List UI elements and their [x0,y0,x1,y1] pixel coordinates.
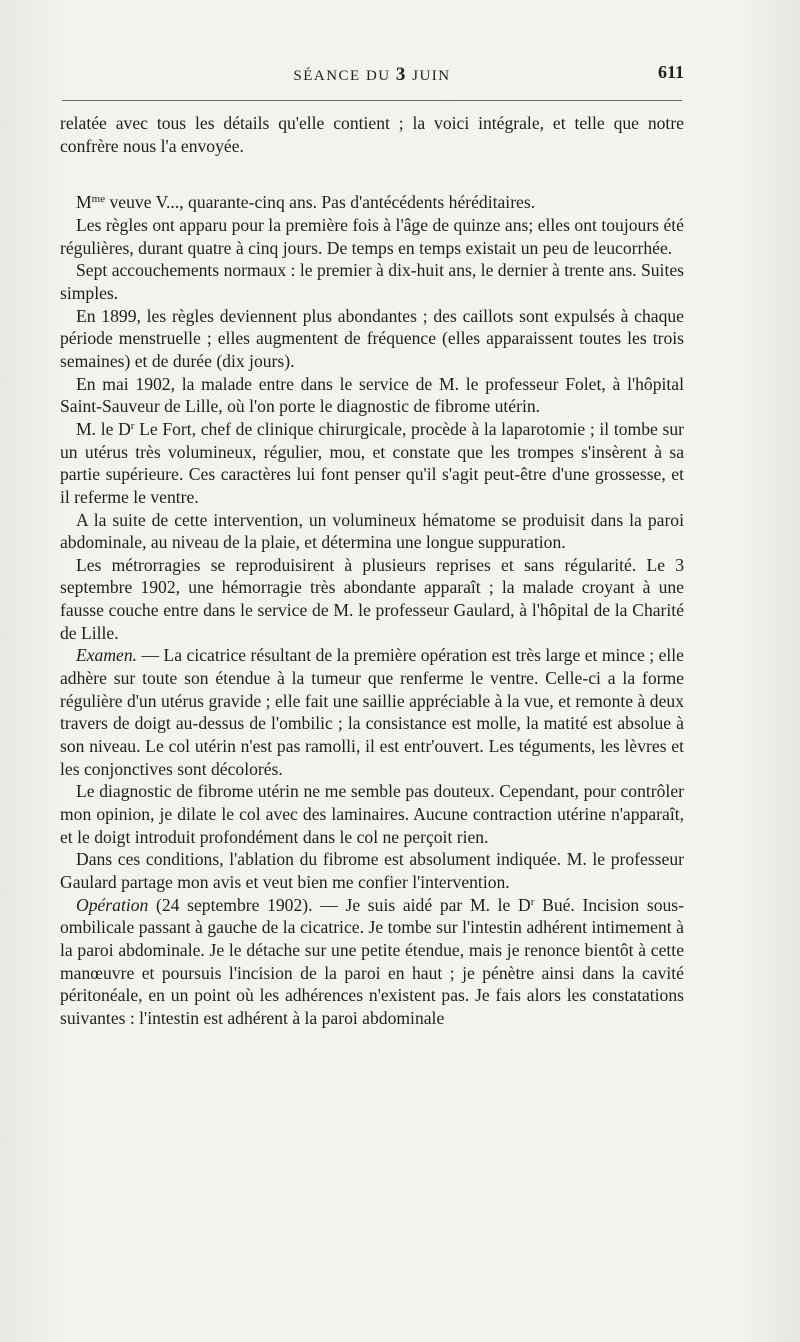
operation-after: Bué. Incision sous-ombilicale passant à gauche de la cicatrice. Je tombe sur l'intestin adhérent intimement à la paroi abdominale. Je le détache sur une petite étendue, mais je renonce bientôt à cette manœuvre et poursuis l'incision de la paroi en haut ; je pénètre ainsi dans la cavité péritonéale, en un point où les adhérences n'existent pas. Je fais alors les constatations suivantes : l'intestin est adhérent à la paroi abdominale [60,894,685,1028]
paragraph-patient [60,191,684,214]
le-fort-after: Le Fort, chef de clinique chirurgicale, procède à la laparotomie ; il tombe sur un utérus très volumineux, régulier, mou, et constate que les trompes s'insèrent à sa partie supérieure. Ces caractères lui font penser qu'il s'agit peut-être d'une grossesse, et il referme le ventre. [60,418,684,507]
operation-before: (24 septembre 1902). — Je suis aidé par M. le D [148,894,531,915]
paragraph-operation [60,894,684,1030]
paragraph-accouchements: Sept accouchements normaux : le premier à dix-huit ans, le dernier à trente ans. Suites simples. [60,260,684,303]
paragraph-1899: En 1899, les règles deviennent plus abondantes ; des caillots sont expulsés à chaque période menstruelle ; elles augmentent de fréquence (elles apparaissent toutes les trois semaines) et de durée (dix jours). [60,305,684,371]
running-head [60,60,684,90]
patient-title-sup: me [91,193,106,206]
paragraph-examen [60,644,684,780]
examen-label: Examen. [76,645,138,666]
running-title-prefix: SÉANCE DU [293,68,396,84]
running-title-month: JUIN [406,68,451,84]
body-text [60,112,684,1030]
paragraph-mai-1902: En mai 1902, la malade entre dans le service de M. le professeur Folet, à l'hôpital Saint-Sauveur de Lille, où l'on porte le diagnostic de fibrome utérin. [60,373,684,417]
paragraph-diagnostic: Le diagnostic de fibrome utérin ne me semble pas douteux. Cependant, pour contrôler mon opinion, je dilate le col avec des laminaires. Aucune contraction utérine n'apparaît, et le doigt introduit profondément dans le col ne perçoit rien. [60,781,684,847]
le-fort-sup: r [130,419,135,432]
running-title [60,64,684,86]
patient-title: M [76,192,92,213]
paragraph-le-fort [60,418,684,509]
patient-text: veuve V..., quarante-cinq ans. Pas d'antécédents héréditaires. [105,192,536,213]
le-fort-before: M. le D [76,418,131,439]
operation-label: Opération [76,894,149,915]
running-title-day: 3 [395,64,407,85]
paragraph-hematome: A la suite de cette intervention, un volumineux hématome se produisit dans la paroi abdominale, au niveau de la plaie, et détermina une longue suppuration. [60,509,684,553]
page-number: 611 [657,62,684,82]
paragraph-regles: Les règles ont apparu pour la première fois à l'âge de quinze ans; elles ont toujours été régulières, durant quatre à cinq jours. De temps en temps existait un peu de leucorrhée. [60,214,684,258]
paragraph-conditions: Dans ces conditions, l'ablation du fibrome est absolument indiquée. M. le professeur Gaulard partage mon avis et veut bien me confier l'intervention. [60,849,684,892]
intro-paragraph: relatée avec tous les détails qu'elle contient ; la voici intégrale, et telle que notre confrère nous l'a envoyée. [60,113,684,156]
paragraph-metrorragies: Les métrorragies se reproduisirent à plusieurs reprises et sans régularité. Le 3 septembre 1902, une hémorragie très abondante apparaît ; la malade croyant à une fausse couche entre dans le service de M. le professeur Gaulard, à l'hôpital de la Charité de Lille. [60,554,684,643]
header-rule [62,100,682,101]
operation-sup: r [530,895,535,908]
examen-text: — La cicatrice résultant de la première opération est très large et mince ; elle adhère sur toute son étendue à la tumeur que renferme le ventre. Celle-ci a la forme régulière d'un utérus gravide ; elle fait une saillie appréciable à la vue, et remonte à deux travers de doigt au-dessus de l'ombilic ; la consistance est molle, la matité est absolue à son niveau. Le col utérin n'est pas ramolli, il est entr'ouvert. Les téguments, les lèvres et les conjonctives sont décolorés. [60,645,684,779]
